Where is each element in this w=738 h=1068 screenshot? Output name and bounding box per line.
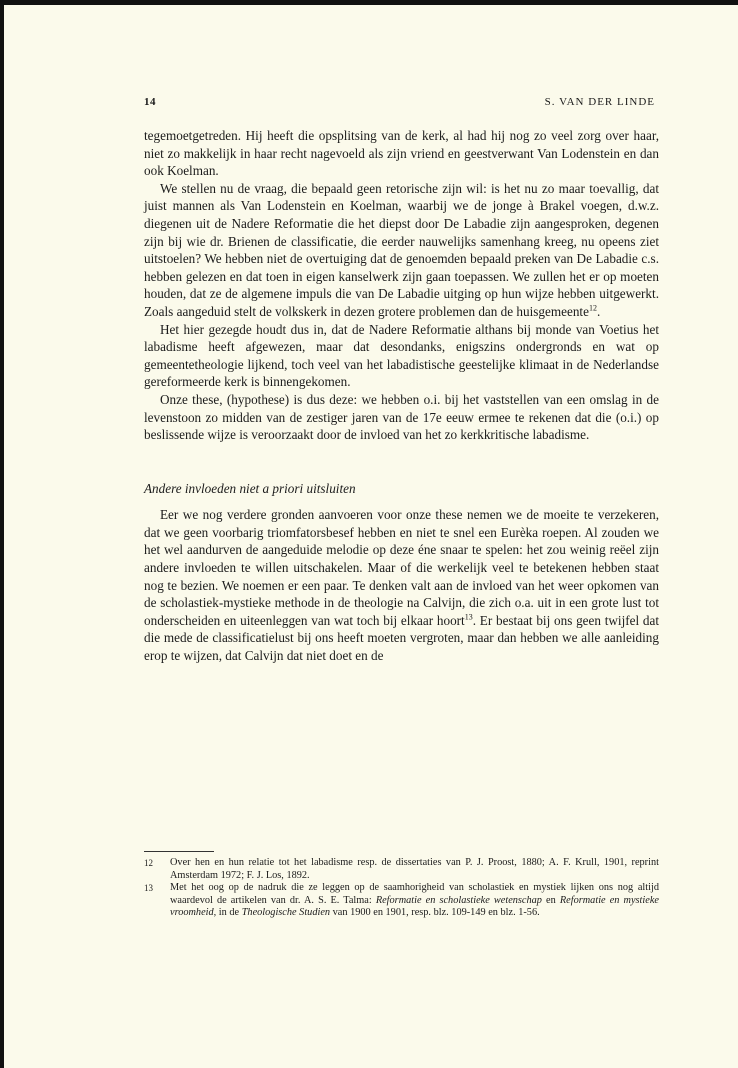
- footnote-reference: 12: [588, 303, 597, 313]
- footnote-title: Reformatie en mystieke vroomheid,: [170, 894, 659, 919]
- paragraph-text: .: [596, 303, 601, 319]
- footnote-text-part: van 1900 en 1901, resp. blz. 109-149 en blz. 1-56.: [330, 907, 540, 919]
- footnote: [144, 857, 659, 882]
- paragraph: tegemoetgetreden. Hij heeft die opsplitsing van de kerk, al had hij nog zo veel zorg over haar, niet zo makkelijk in haar recht nagevoeld als zijn vriend en geestverwant Van Lodenstein en dan ook Koelman.: [144, 128, 659, 179]
- footnote-text: [170, 882, 659, 920]
- page-number: 14: [144, 96, 156, 108]
- main-text: [144, 127, 659, 665]
- footnote: [144, 882, 659, 920]
- footnote-text: Over hen en hun relatie tot het labadisme resp. de dissertaties van P. J. Proost, 1880; A. F. Krull, 1901, reprint Amsterdam 1972; F. J. Los, 1892.: [170, 857, 659, 881]
- paragraph: [144, 506, 659, 664]
- footnote-text-part: Met het oog op de nadruk die ze leggen op de saamhorigheid van scholastiek en mystiek lijken ons nog altijd waardevol de artikelen van dr. A. S. E. Talma:: [170, 882, 659, 906]
- paragraph: Het hier gezegde houdt dus in, dat de Nadere Reformatie althans bij monde van Voetius het labadisme heeft afgewezen, maar dat desondanks, enigszins ondergronds en wat op gemeentetheologie lijkend, toch veel van het labadistische geestelijke klimaat in de Nederlandse gereformeerde kerk is binnengekomen.: [144, 321, 659, 390]
- footnote-divider: [144, 851, 214, 852]
- footnote-title: Reformatie en scholastieke wetenschap: [375, 894, 542, 906]
- footnotes: [144, 857, 659, 920]
- paragraph: [144, 180, 659, 321]
- paragraph: Onze these, (hypothese) is dus deze: we hebben o.i. bij het vaststellen van een omslag in de levenstoon zo midden van de zestiger jaren van de 17e eeuw ermee te rekenen dat die (o.i.) op beslissende wijze is veroorzaakt door de invloed van het zo kerkkritische labadisme.: [144, 391, 659, 443]
- page-header: [144, 96, 655, 112]
- footnote-text-part: in de: [216, 907, 242, 919]
- footnote-title: Theologische Studien: [241, 907, 331, 919]
- running-head: S. VAN DER LINDE: [544, 96, 655, 108]
- paragraph-text: Eer we nog verdere gronden aanvoeren voor onze these nemen we de moeite te verzekeren, dat we geen voorbarig triomfatorsbesef hebben en niet te snel een Eurèka roepen. Al zouden we het wel aandurven de aangeduide melodie op deze éne snaar te spelen: het zou weinig reëel zijn andere invloeden te willen uitschakelen. Maar of die werkelijk veel te betekenen hebben staat nog te bezien. We noemen er een paar. Te denken valt aan de invloed van het weer opkomen van de scholastiek-mystieke methode in de theologie na Calvijn, die zich o.a. uit in een grote lust tot onderscheiden en uiteenleggen van wat toch bij elkaar hoort: [144, 507, 659, 628]
- paragraph-text: . Er bestaat bij ons geen twijfel dat die mede de classificatielust bij ons heeft moeten vergroten, maar dan hebben we alle aanleiding erop te wijzen, dat Calvijn dat niet doet en de: [144, 612, 659, 664]
- paragraph-text: We stellen nu de vraag, die bepaald geen retorische zijn wil: is het nu zo maar toevallig, dat juist mannen als Van Lodenstein en Koelman, waarbij we de jonge à Brakel voegen, d.w.z. diegenen uit de Nadere Reformatie die het diepst door De Labadie zijn aangesproken, degenen zijn bij wie dr. Brienen de classificatie, die eerder nauwelijks samenhang kreeg, nu opeens ziet uitstoelen? We hebben niet de overtuiging dat de genoemden bepaald preken van De Labadie c.s. hebben gelezen en dat toen in eigen kanselwerk zijn gaan toepassen. We zullen het er op moeten houden, dat ze de algemene impuls die van De Labadie uitging op hun wijze hebben uitgewerkt. Zoals aangeduid stelt de volkskerk in dezen grotere problemen dan de huisgemeente: [144, 180, 659, 319]
- footnote-number: 13: [144, 883, 153, 894]
- footnote-text-part: en: [541, 894, 560, 906]
- footnote-number: 12: [144, 858, 153, 868]
- footnote-reference: 13: [464, 612, 473, 622]
- section-heading: Andere invloeden niet a priori uitsluiten: [144, 480, 356, 496]
